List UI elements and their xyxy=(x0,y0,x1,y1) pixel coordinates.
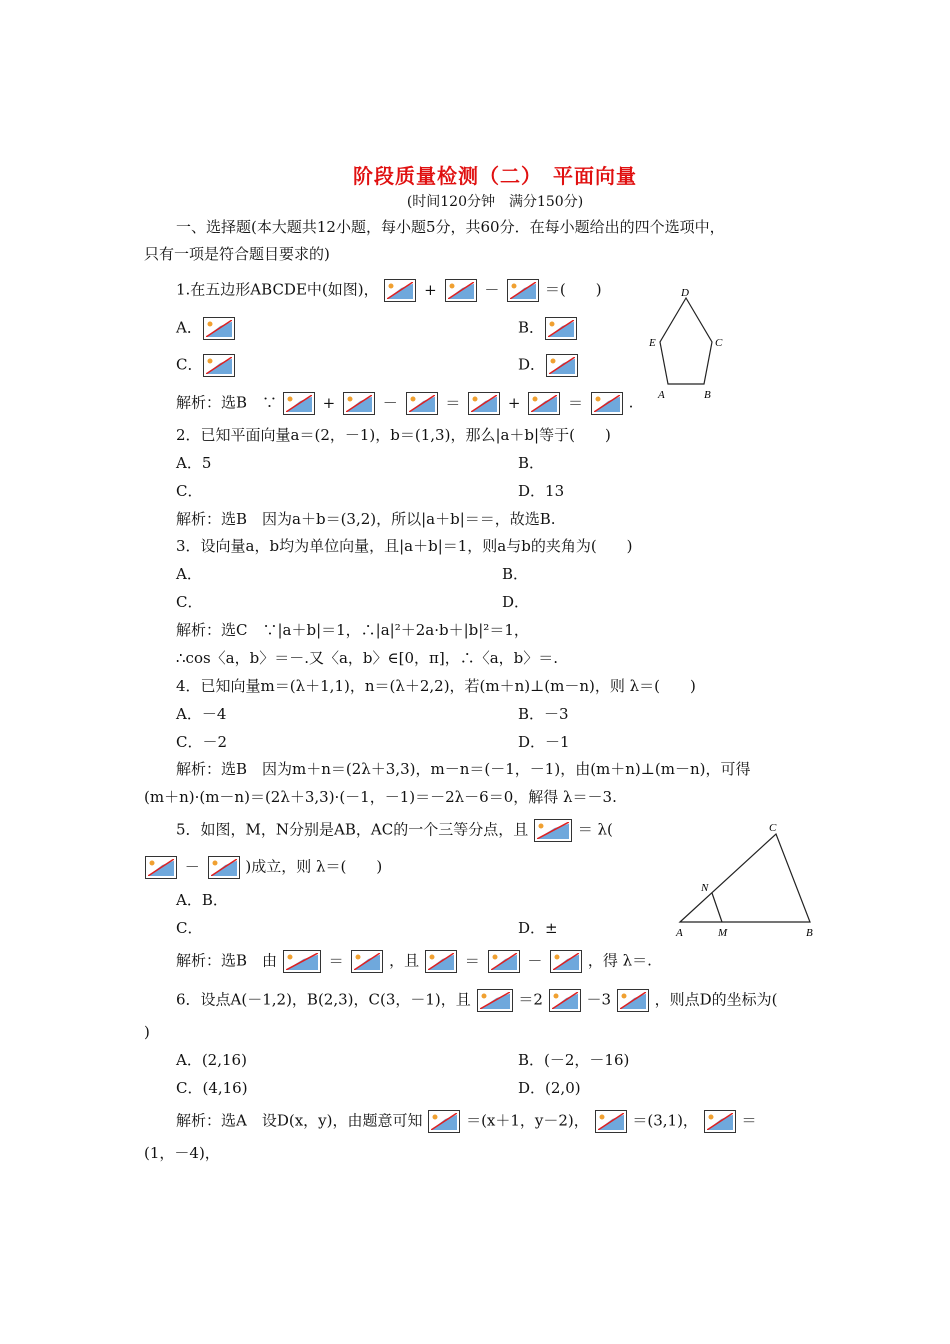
broken-image-glyph xyxy=(598,1113,624,1130)
q3-solution-line1: 解析：选C ∵|a＋b|＝1，∴|a|²＋2a·b＋|b|²＝1， xyxy=(176,621,529,639)
vector-image-icon xyxy=(208,856,240,879)
broken-image-glyph xyxy=(354,953,380,970)
vector-image-icon xyxy=(507,279,539,302)
q1-stem-suffix: ＝( ) xyxy=(544,280,602,299)
q3-solution-line2: ∴cos〈a，b〉＝－.又〈a，b〉∈[0，π]，∴〈a，b〉＝. xyxy=(176,649,559,667)
vertex-label-e: E xyxy=(649,337,656,349)
option-label: D． xyxy=(518,355,546,374)
q4-option-d: D．－1 xyxy=(518,733,570,751)
vector-image-icon xyxy=(145,856,177,879)
plus-sign: + xyxy=(424,280,437,299)
equals-sign: ＝ xyxy=(445,393,461,412)
broken-image-glyph xyxy=(206,357,232,374)
q4-option-a: A．－4 xyxy=(176,705,227,723)
q5-solution-mid: ，且 xyxy=(389,951,420,970)
vector-image-icon xyxy=(528,392,560,415)
broken-image-glyph xyxy=(531,395,557,412)
q5-stem-suffix: ＝ λ( xyxy=(577,820,613,839)
vector-image-icon xyxy=(546,354,578,377)
q1-option-d xyxy=(518,354,579,377)
q5-option-c: C． xyxy=(176,919,203,937)
minus-sign: － xyxy=(382,393,398,412)
q6-option-c: C．(4,16) xyxy=(176,1079,248,1097)
q6-option-b: B．(－2，－16) xyxy=(518,1051,630,1069)
q5-stem-prefix: 5．如图，M，N分别是AB，AC的一个三等分点，且 xyxy=(176,820,529,839)
broken-image-glyph xyxy=(431,1113,457,1130)
broken-image-glyph xyxy=(553,953,579,970)
vector-image-icon xyxy=(384,279,416,302)
vertex-label-m: M xyxy=(718,927,728,939)
q6-solution-line1 xyxy=(176,1110,757,1133)
option-label: C． xyxy=(176,355,203,374)
vertex-label-n: N xyxy=(701,882,709,894)
q6-stem-minus3: －3 xyxy=(586,990,612,1009)
q5-solution xyxy=(176,950,652,973)
option-label: B． xyxy=(518,318,545,337)
vector-image-icon xyxy=(549,989,581,1012)
vector-image-icon xyxy=(534,819,572,842)
q1-solution xyxy=(176,392,633,415)
page-subtitle: (时间120分钟 满分150分) xyxy=(406,194,584,210)
q6-option-a: A．(2,16) xyxy=(176,1051,247,1069)
q6-solution-part1: ＝(x＋1，y－2)， xyxy=(466,1111,589,1130)
vector-image-icon xyxy=(428,1110,460,1133)
q4-solution-line1: 解析：选B 因为m＋n＝(2λ＋3,3)，m－n＝(－1，－1)，由(m＋n)⊥(m－n)，可得 xyxy=(176,760,751,778)
q6-stem-prefix: 6．设点A(－1,2)，B(2,3)，C(3，－1)，且 xyxy=(176,990,471,1009)
vector-image-icon xyxy=(406,392,438,415)
section-intro-line1: 一、选择题(本大题共12小题，每小题5分，共60分．在每小题给出的四个选项中， xyxy=(176,218,725,236)
minus-sign: － xyxy=(484,280,500,299)
q6-solution-line2: (1，－4)， xyxy=(144,1144,220,1162)
q1-stem-prefix: 1.在五边形ABCDE中(如图)， xyxy=(176,280,379,299)
vector-image-icon xyxy=(488,950,520,973)
vertex-label-b: B xyxy=(704,389,711,401)
broken-image-glyph xyxy=(471,395,497,412)
q3-option-b: B． xyxy=(502,565,529,583)
vector-image-icon xyxy=(545,317,577,340)
vertex-label-a: A xyxy=(658,389,665,401)
broken-image-glyph xyxy=(510,282,536,299)
q1-solution-prefix: 解析：选B ∵ xyxy=(176,393,278,412)
page-title: 阶段质量检测（二） 平面向量 xyxy=(353,164,637,188)
triangle-figure xyxy=(668,820,828,942)
vector-image-icon xyxy=(445,279,477,302)
vector-image-icon xyxy=(283,950,321,973)
q5-stem-line2 xyxy=(144,856,382,879)
period: . xyxy=(628,393,634,412)
q5-solution-end: ，得 λ＝. xyxy=(587,951,652,970)
broken-image-glyph xyxy=(548,320,574,337)
vector-image-icon xyxy=(203,317,235,340)
option-label: A． xyxy=(176,318,202,337)
q3-stem: 3．设向量a，b均为单位向量，且|a＋b|＝1，则a与b的夹角为( ) xyxy=(176,537,633,555)
broken-image-glyph xyxy=(549,357,575,374)
broken-image-glyph xyxy=(707,1113,733,1130)
equals-sign: ＝ xyxy=(568,393,584,412)
broken-image-glyph xyxy=(428,953,454,970)
q5-stem-line2-suffix: )成立，则 λ＝( ) xyxy=(245,857,383,876)
q2-stem: 2．已知平面向量a＝(2，－1)，b＝(1,3)，那么|a＋b|等于( ) xyxy=(176,426,611,444)
broken-image-glyph xyxy=(594,395,620,412)
minus-sign: － xyxy=(527,951,543,970)
q2-option-b: B． xyxy=(518,454,545,472)
q3-option-d: D． xyxy=(502,593,530,611)
plus-sign: + xyxy=(322,393,336,412)
broken-image-glyph xyxy=(211,859,237,876)
q1-option-c xyxy=(176,354,236,377)
q2-option-d: D．13 xyxy=(518,482,565,500)
section-intro-line2: 只有一项是符合题目要求的) xyxy=(144,245,330,263)
broken-image-glyph xyxy=(537,822,569,839)
q1-option-a xyxy=(176,317,236,340)
vector-image-icon xyxy=(591,392,623,415)
q5-option-d: D．± xyxy=(518,919,558,937)
q3-option-a: A． xyxy=(176,565,202,583)
vector-image-icon xyxy=(595,1110,627,1133)
broken-image-glyph xyxy=(346,395,372,412)
q5-solution-prefix: 解析：选B 由 xyxy=(176,951,278,970)
broken-image-glyph xyxy=(148,859,174,876)
broken-image-glyph xyxy=(491,953,517,970)
vertex-label-b: B xyxy=(806,927,813,939)
broken-image-glyph xyxy=(286,953,318,970)
q1-option-b xyxy=(518,317,578,340)
vector-image-icon xyxy=(617,989,649,1012)
q1-stem xyxy=(176,279,602,302)
pentagon-figure xyxy=(640,282,730,404)
equals-sign: ＝ xyxy=(328,951,344,970)
broken-image-glyph xyxy=(387,282,413,299)
q6-solution-part2: ＝(3,1)， xyxy=(632,1111,698,1130)
broken-image-glyph xyxy=(552,992,578,1009)
q2-solution: 解析：选B 因为a＋b＝(3,2)，所以|a＋b|＝＝，故选B. xyxy=(176,510,556,528)
q6-stem-eq2: ＝2 xyxy=(518,990,543,1009)
vector-image-icon xyxy=(203,354,235,377)
broken-image-glyph xyxy=(206,320,232,337)
q6-stem-suffix: ，则点D的坐标为( xyxy=(654,990,778,1009)
plus-sign: + xyxy=(507,393,521,412)
q4-option-c: C．－2 xyxy=(176,733,228,751)
q2-option-c: C． xyxy=(176,482,203,500)
vector-image-icon xyxy=(477,989,513,1012)
vector-image-icon xyxy=(351,950,383,973)
broken-image-glyph xyxy=(409,395,435,412)
vector-image-icon xyxy=(283,392,315,415)
q6-solution-part3: ＝ xyxy=(741,1111,757,1130)
vertex-label-d: D xyxy=(681,287,689,299)
q3-option-c: C． xyxy=(176,593,203,611)
q4-stem: 4．已知向量m＝(λ＋1,1)，n＝(λ＋2,2)，若(m＋n)⊥(m－n)，则 λ＝( ) xyxy=(176,677,696,695)
q6-solution-prefix: 解析：选A 设D(x，y)，由题意可知 xyxy=(176,1111,423,1130)
broken-image-glyph xyxy=(620,992,646,1009)
minus-sign: － xyxy=(184,857,200,876)
q6-stem-line2: ) xyxy=(144,1023,150,1041)
q5-option-a: A．B． xyxy=(176,891,228,909)
q6-stem xyxy=(176,989,777,1012)
broken-image-glyph xyxy=(480,992,510,1009)
vector-image-icon xyxy=(343,392,375,415)
vector-image-icon xyxy=(468,392,500,415)
q6-option-d: D．(2,0) xyxy=(518,1079,581,1097)
vector-image-icon xyxy=(704,1110,736,1133)
equals-sign: ＝ xyxy=(464,951,480,970)
q5-stem-line1 xyxy=(176,819,613,842)
vertex-label-c: C xyxy=(769,822,777,834)
broken-image-glyph xyxy=(286,395,312,412)
q2-option-a: A．5 xyxy=(176,454,212,472)
q4-solution-line2: (m＋n)·(m－n)＝(2λ＋3,3)·(－1，－1)＝－2λ－6＝0，解得 λ＝－3. xyxy=(144,788,617,806)
vertex-label-a: A xyxy=(676,927,683,939)
vector-image-icon xyxy=(425,950,457,973)
q4-option-b: B．－3 xyxy=(518,705,569,723)
vector-image-icon xyxy=(550,950,582,973)
vertex-label-c: C xyxy=(715,337,723,349)
broken-image-glyph xyxy=(448,282,474,299)
